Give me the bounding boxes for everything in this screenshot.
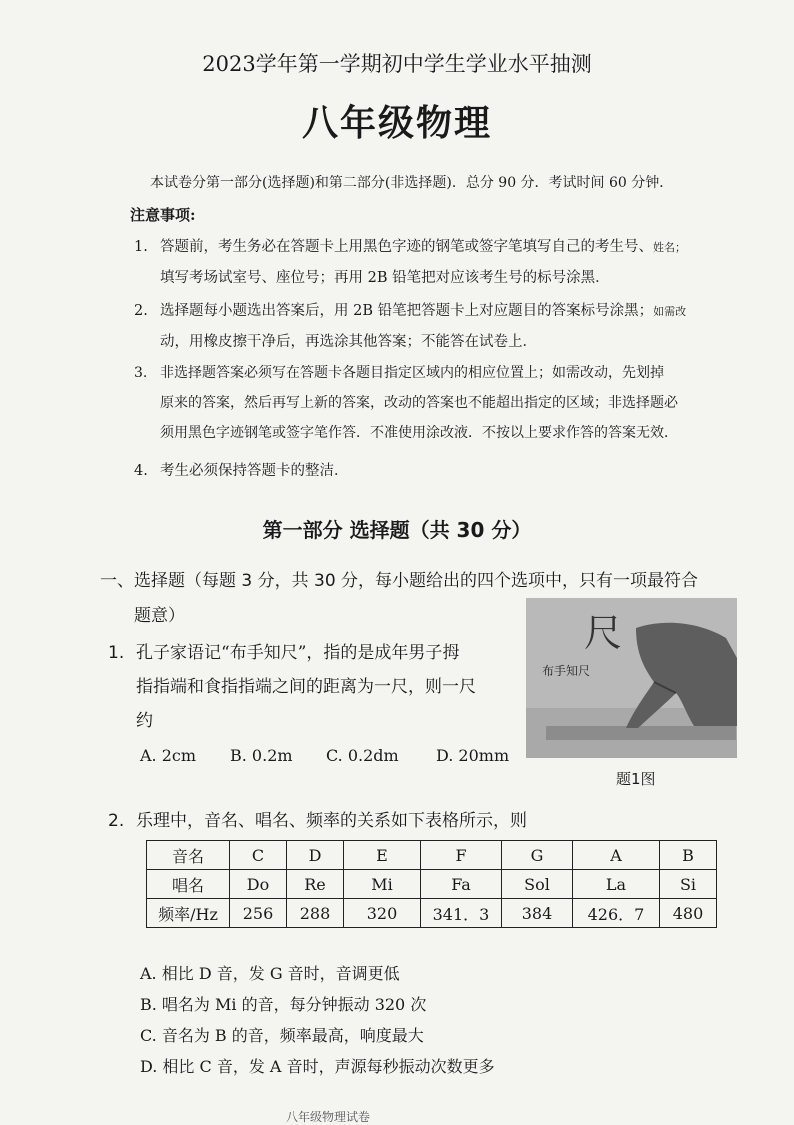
notice-line: 动，用橡皮擦干净后，再选涂其他答案；不能答在试卷上． <box>160 334 537 350</box>
table-header-cell: 音名 <box>147 841 230 870</box>
table-header-cell: 唱名 <box>147 870 230 899</box>
table-cell: 320 <box>344 899 421 928</box>
table-cell: 480 <box>660 899 717 928</box>
notice-line: 考生必须保持答题卡的整洁． <box>160 463 349 479</box>
table-cell: 426．7 <box>573 899 660 928</box>
notice-line: 须用黑色字迹钢笔或签字笔作答．不准使用涂改液．不按以上要求作答的答案无效． <box>160 425 678 441</box>
question-1 <box>108 636 476 738</box>
table-header-cell: 频率/Hz <box>147 899 230 928</box>
question-stem: 乐理中，音名、唱名、频率的关系如下表格所示，则 <box>136 811 527 831</box>
table-cell: 341．3 <box>421 899 502 928</box>
table-cell: F <box>421 841 502 870</box>
section-heading-line: 一、选择题（每题 3 分，共 30 分，每小题给出的四个选项中，只有一项最符合 <box>100 571 699 591</box>
option-a[interactable]: A. 2cm <box>140 746 197 765</box>
notice-number: 2. <box>134 303 148 319</box>
frequency-table <box>146 840 717 928</box>
question-line: 约 <box>136 711 153 731</box>
table-cell: C <box>230 841 287 870</box>
question-line: 指指端和食指指端之间的距离为一尺，则一尺 <box>136 677 476 697</box>
option-b[interactable]: B. 0.2m <box>230 746 293 765</box>
table-cell: A <box>573 841 660 870</box>
notice-item-3 <box>134 358 678 448</box>
notice-line: 填写考场试室号、座位号；再用 2B 铅笔把对应该考生号的标号涂黑． <box>160 270 610 286</box>
question-number: 2. <box>108 811 125 831</box>
notice-heading: 注意事项: <box>130 206 196 224</box>
table-cell: E <box>344 841 421 870</box>
table-cell: Do <box>230 870 287 899</box>
table-cell: Si <box>660 870 717 899</box>
exam-name: 2023学年第一学期初中学生学业水平抽测 <box>202 52 592 76</box>
notice-item-4 <box>134 456 349 486</box>
option-b[interactable]: B. 唱名为 Mi 的音，每分钟振动 320 次 <box>140 995 427 1014</box>
notice-line: 非选择题答案必须写在答题卡各题目指定区域内的相应位置上；如需改动，先划掉 <box>160 365 664 381</box>
intro-text: 本试卷分第一部分(选择题)和第二部分(非选择题)．总分 90 分．考试时间 60 分钟． <box>150 175 674 191</box>
table-cell: B <box>660 841 717 870</box>
table-cell: 384 <box>502 899 573 928</box>
question-1-figure <box>526 598 737 758</box>
section-heading-line: 题意） <box>134 606 185 626</box>
table-row <box>147 870 717 899</box>
question-2-stem <box>108 806 527 831</box>
question-2-options <box>140 958 495 1082</box>
option-c[interactable]: C. 0.2dm <box>326 746 399 765</box>
notice-tail: 姓名； <box>653 241 686 254</box>
notice-line: 原来的答案，然后再写上新的答案，改动的答案也不能超出指定的区域；非选择题必 <box>160 395 678 411</box>
table-cell: D <box>287 841 344 870</box>
table-row <box>147 899 717 928</box>
page-footer: 八年级物理试卷 <box>286 1110 371 1124</box>
table-cell: 256 <box>230 899 287 928</box>
notice-item-1 <box>134 232 686 293</box>
notice-number: 4. <box>134 463 148 479</box>
option-d[interactable]: D. 20mm <box>436 746 510 765</box>
page-title: 八年级物理 <box>301 102 492 144</box>
notice-number: 1. <box>134 239 148 255</box>
table-row <box>147 841 717 870</box>
notice-line: 答题前，考生务必在答题卡上用黑色字迹的钢笔或签字笔填写自己的考生号、 <box>160 239 653 255</box>
table-cell: G <box>502 841 573 870</box>
option-d[interactable]: D. 相比 C 音，发 A 音时，声源每秒振动次数更多 <box>140 1057 495 1076</box>
question-line: 孔子家语记“布手知尺”，指的是成年男子拇 <box>136 643 460 663</box>
notice-line: 选择题每小题选出答案后，用 2B 铅笔把答题卡上对应题目的答案标号涂黑； <box>160 303 654 319</box>
option-c[interactable]: C. 音名为 B 的音，频率最高，响度最大 <box>140 1026 424 1045</box>
figure-label: 布手知尺 <box>542 664 591 678</box>
table-cell: 288 <box>287 899 344 928</box>
notice-item-2 <box>134 296 686 357</box>
option-a[interactable]: A. 相比 D 音，发 G 音时，音调更低 <box>140 964 400 983</box>
figure-caption: 题1图 <box>616 770 656 788</box>
figure-glyph: 尺 <box>584 611 623 655</box>
table-cell: La <box>573 870 660 899</box>
notice-tail: 如需改 <box>653 305 687 318</box>
table-cell: Mi <box>344 870 421 899</box>
question-1-options <box>140 746 509 765</box>
table-cell: Fa <box>421 870 502 899</box>
question-number: 1. <box>108 643 125 663</box>
section-title: 第一部分 选择题（共 30 分） <box>262 518 532 542</box>
table-cell: Sol <box>502 870 573 899</box>
notice-number: 3. <box>134 365 148 381</box>
table-cell: Re <box>287 870 344 899</box>
